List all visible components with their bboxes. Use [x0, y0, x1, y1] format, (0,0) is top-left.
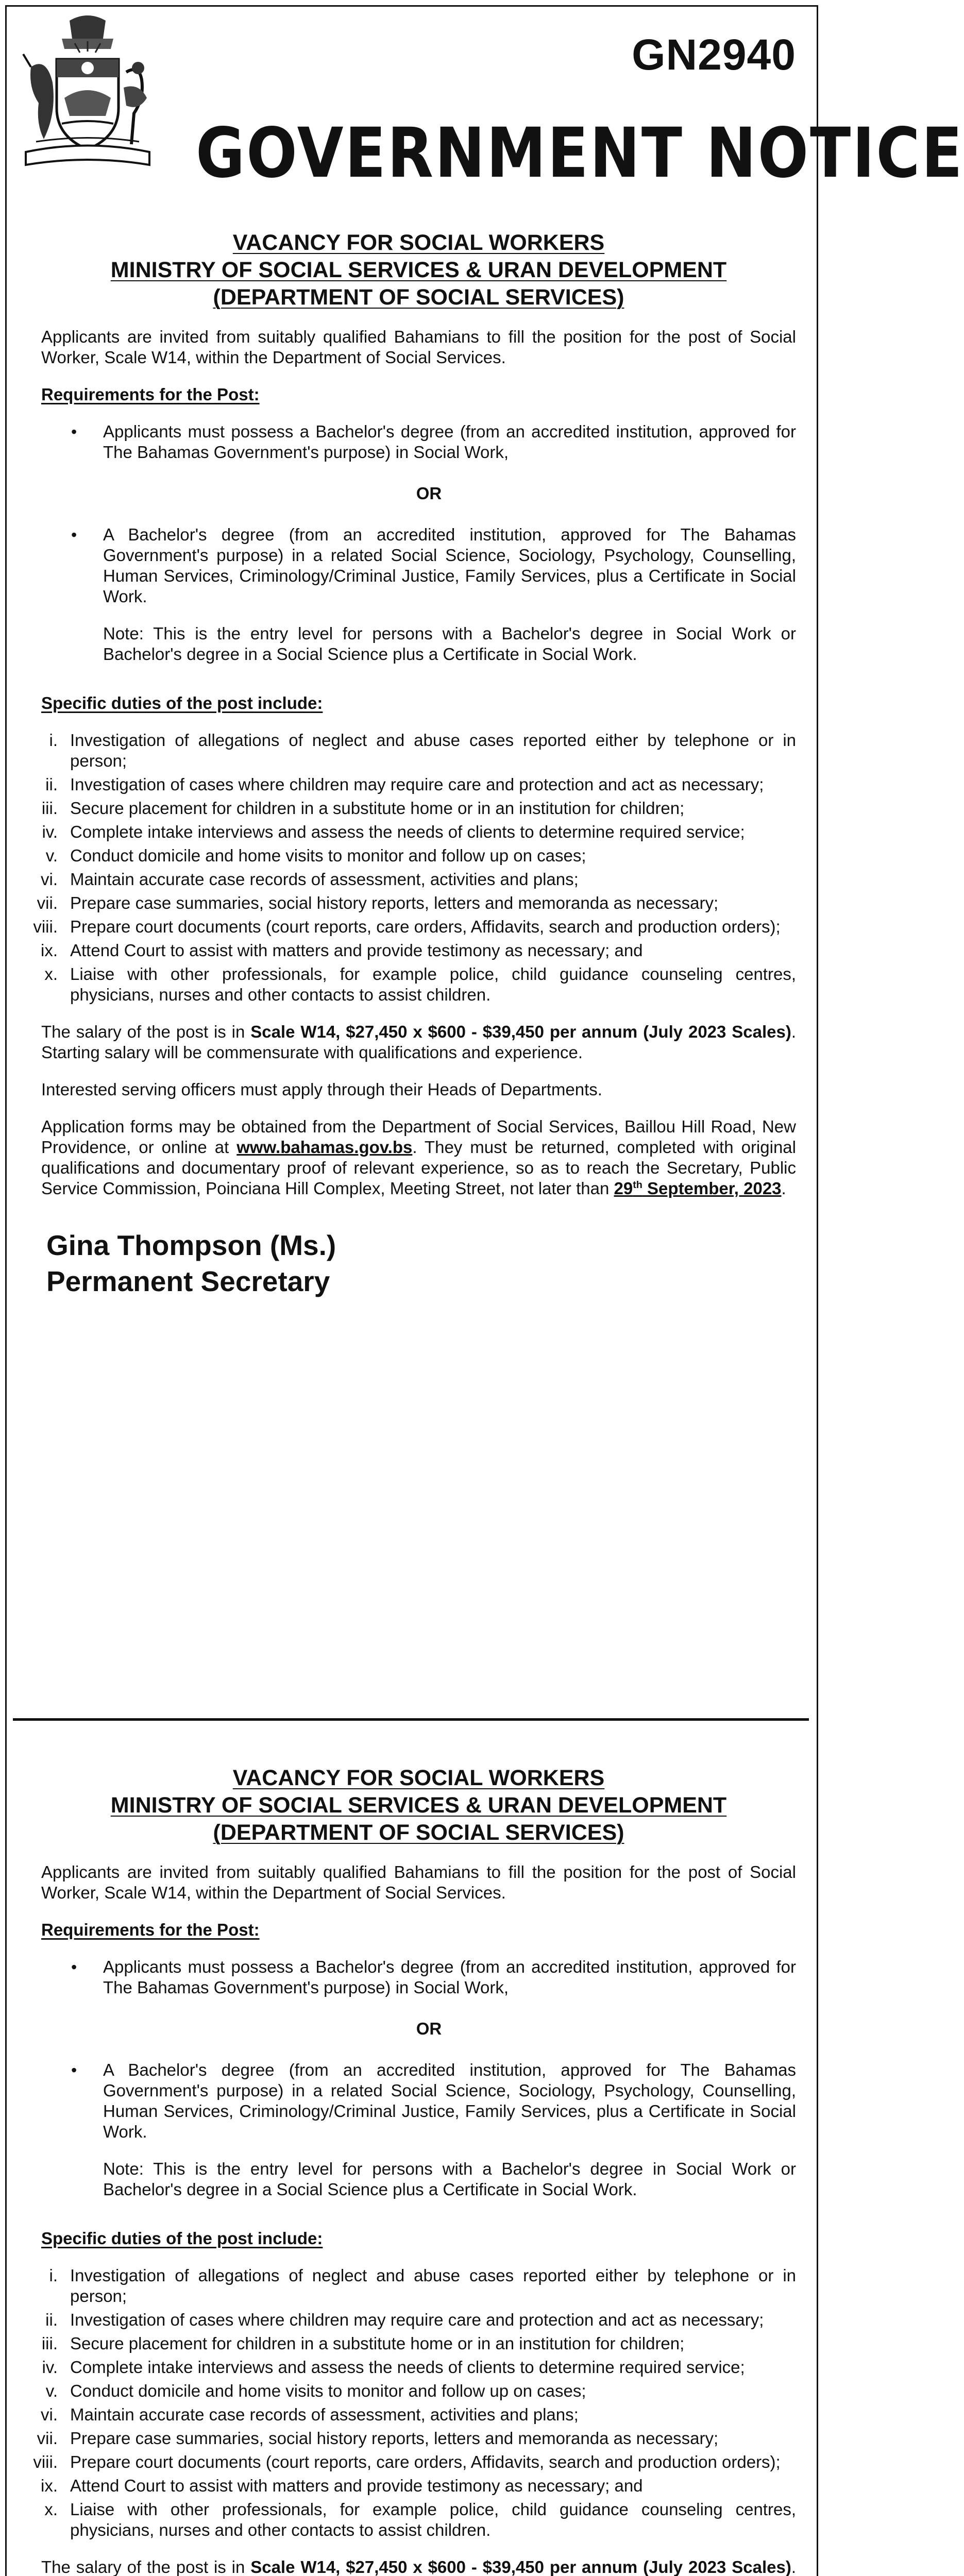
duty-text: Attend Court to assist with matters and provide testimony as necessary; and — [70, 941, 643, 960]
duty-text: Secure placement for children in a substitute home or in an institution for children; — [70, 2334, 685, 2353]
requirement-text: Applicants must possess a Bachelor's degree (from an accredited institution, approved for The Bahamas Government's purpose) in Social Work, — [103, 422, 796, 462]
salary-text: The salary of the post is in — [41, 2557, 251, 2576]
notice-title-line: (DEPARTMENT OF SOCIAL SERVICES) — [213, 285, 624, 310]
signatory-title: Permanent Secretary — [46, 1265, 330, 1297]
vacancy-notice — [33, 1765, 796, 2576]
duty-item — [41, 2310, 796, 2330]
duty-number: x. — [44, 964, 58, 984]
requirements-heading: Requirements for the Post: — [41, 1920, 260, 1939]
serving-officers-paragraph: Interested serving officers must apply through their Heads of Departments. — [41, 1080, 602, 1099]
duty-text: Investigation of cases where children may require care and protection and act as necessary; — [70, 2310, 764, 2329]
duty-number: ix. — [41, 941, 58, 960]
requirements-heading: Requirements for the Post: — [41, 385, 260, 404]
bullet-icon: • — [71, 526, 77, 544]
duty-item — [41, 774, 796, 795]
duties-list — [33, 2265, 796, 2540]
duty-number: v. — [45, 846, 58, 865]
duty-item — [37, 2428, 796, 2449]
notice-title-line: MINISTRY OF SOCIAL SERVICES & URAN DEVELOPMENT — [110, 258, 727, 282]
salary-text: . — [791, 2557, 796, 2576]
duty-text: Investigation of allegations of neglect and abuse cases reported either by telephone or in person; — [70, 2266, 796, 2306]
duty-number: vii. — [37, 893, 58, 912]
bullet-icon: • — [71, 1958, 77, 1976]
duties-heading: Specific duties of the post include: — [41, 693, 323, 713]
duty-item — [33, 2452, 796, 2472]
notice-title — [41, 229, 796, 311]
duty-number: ii. — [45, 775, 58, 794]
duty-text: Complete intake interviews and assess the needs of clients to determine required service; — [70, 822, 745, 841]
duty-text: Conduct domicile and home visits to monitor and follow up on cases; — [70, 2381, 586, 2400]
intro-paragraph: Applicants are invited from suitably qualified Bahamians to fill the position for the post of Social Worker, Scale W14, within the Department of Social Services. — [41, 327, 796, 367]
duty-item — [41, 2357, 796, 2378]
or-separator: OR — [416, 2019, 442, 2038]
notice-header — [21, 10, 964, 194]
duty-item — [41, 730, 796, 771]
duty-number: vi. — [41, 870, 58, 889]
duty-text: Prepare case summaries, social history reports, letters and memoranda as necessary; — [70, 2429, 719, 2448]
or-separator: OR — [416, 484, 442, 503]
bullet-icon: • — [71, 422, 77, 441]
salary-paragraph — [41, 1022, 796, 1063]
duty-item — [41, 2499, 796, 2540]
deadline-day-suffix: th — [633, 1179, 642, 1191]
duty-item — [41, 940, 796, 961]
application-text: Application forms may be obtained from the Department of Social Services, Baillou Hill Road, New Providence, or online at — [41, 1117, 796, 1157]
notice-title-line: MINISTRY OF SOCIAL SERVICES & URAN DEVELOPMENT — [110, 1793, 727, 1818]
duty-text: Prepare case summaries, social history reports, letters and memoranda as necessary; — [70, 893, 719, 912]
duty-item — [41, 869, 796, 890]
duties-list — [33, 730, 796, 1005]
duty-item — [41, 845, 796, 866]
requirement-note: Note: This is the entry level for persons with a Bachelor's degree in Social Work or Bachelor's degree in a Social Science plus a Certificate in Social Work. — [103, 2159, 796, 2199]
duties-heading: Specific duties of the post include: — [41, 2229, 323, 2248]
duty-text: Prepare court documents (court reports, care orders, Affidavits, search and production orders); — [70, 917, 781, 936]
duty-text: Secure placement for children in a substitute home or in an institution for children; — [70, 799, 685, 818]
duty-text: Investigation of cases where children may require care and protection and act as necessary; — [70, 775, 764, 794]
duty-item — [41, 964, 796, 1005]
requirement-item — [41, 1957, 796, 1998]
signature-block — [41, 1227, 796, 1299]
duty-number: iii. — [41, 2334, 58, 2353]
requirement-text: A Bachelor's degree (from an accredited institution, approved for The Bahamas Government's purpose) in a related Social Science, Sociology, Psychology, Counselling, Human Services, Criminology/Criminal Justice, Family Services, plus a Certificate in Social Work. — [103, 525, 796, 606]
duty-number: v. — [45, 2381, 58, 2400]
notice-title-line: (DEPARTMENT OF SOCIAL SERVICES) — [213, 1820, 624, 1845]
duty-text: Maintain accurate case records of assessment, activities and plans; — [70, 2405, 579, 2424]
duty-text: Liaise with other professionals, for example police, child guidance counseling centres, physicians, nurses and other contacts to assist children. — [70, 964, 796, 1004]
duty-text: Attend Court to assist with matters and provide testimony as necessary; and — [70, 2476, 643, 2495]
requirement-note: Note: This is the entry level for persons with a Bachelor's degree in Social Work or Bachelor's degree in a Social Science plus a Certificate in Social Work. — [103, 624, 796, 664]
duty-item — [41, 2404, 796, 2425]
requirement-item — [41, 2060, 796, 2142]
duty-number: viii. — [33, 917, 58, 936]
salary-paragraph — [41, 2557, 796, 2576]
application-text: . — [781, 1179, 786, 1198]
bullet-icon: • — [71, 2061, 77, 2079]
duty-number: ix. — [41, 2476, 58, 2495]
gn-number: GN2940 — [632, 30, 796, 79]
requirement-text: Applicants must possess a Bachelor's degree (from an accredited institution, approved for The Bahamas Government's purpose) in Social Work, — [103, 1957, 796, 1997]
notice-title-line: VACANCY FOR SOCIAL WORKERS — [232, 230, 605, 255]
page-title: GOVERNMENT NOTICE — [196, 113, 964, 194]
application-text: . They must be returned, completed with original qualifications and documentary proof of relevant experience, so as to reach the Secretary, Public Service Commission, Poinciana Hill Complex, Meeting Street, not later than — [41, 1138, 796, 1198]
salary-text: The salary of the post is in — [41, 1022, 251, 1041]
duty-item — [41, 2381, 796, 2401]
duty-text: Investigation of allegations of neglect and abuse cases reported either by telephone or in person; — [70, 731, 796, 770]
deadline-day: 29 — [614, 1179, 633, 1198]
salary-scale: Scale W14, $27,450 x $600 - $39,450 per annum (July 2023 Scales) — [250, 1022, 791, 1041]
duty-number: ii. — [45, 2310, 58, 2329]
deadline-date — [614, 1179, 781, 1198]
duty-item — [37, 893, 796, 913]
signatory-name: Gina Thompson (Ms.) — [46, 1229, 336, 1261]
duty-number: viii. — [33, 2452, 58, 2471]
duty-item — [41, 798, 796, 819]
website-link[interactable]: www.bahamas.gov.bs — [236, 1138, 413, 1157]
notice-title — [41, 1765, 796, 1846]
requirement-text: A Bachelor's degree (from an accredited institution, approved for The Bahamas Government's purpose) in a related Social Science, Sociology, Psychology, Counselling, Human Services, Criminology/Criminal Justice, Family Services, plus a Certificate in Social Work. — [103, 2060, 796, 2141]
duty-text: Liaise with other professionals, for example police, child guidance counseling centres, physicians, nurses and other contacts to assist children. — [70, 2500, 796, 2539]
duty-text: Complete intake interviews and assess the needs of clients to determine required service; — [70, 2358, 745, 2377]
duty-number: i. — [49, 731, 58, 750]
duty-number: iv. — [42, 822, 58, 841]
section-divider — [13, 1718, 809, 1721]
duty-text: Conduct domicile and home visits to monitor and follow up on cases; — [70, 846, 586, 865]
requirement-item — [41, 524, 796, 607]
duty-number: i. — [49, 2266, 58, 2285]
salary-scale: Scale W14, $27,450 x $600 - $39,450 per annum (July 2023 Scales) — [250, 2557, 791, 2576]
coat-of-arms-icon — [21, 10, 155, 170]
duty-number: x. — [44, 2500, 58, 2519]
duty-item — [41, 2333, 796, 2354]
salary-text: . Starting salary will be commensurate with qualifications and experience. — [41, 1022, 796, 1062]
duty-number: iv. — [42, 2358, 58, 2377]
vacancy-notice — [33, 229, 796, 1299]
duty-number: vii. — [37, 2429, 58, 2448]
duty-item — [41, 2265, 796, 2307]
deadline-month-year: September, 2023 — [642, 1179, 782, 1198]
requirement-item — [41, 421, 796, 463]
duty-item — [41, 822, 796, 842]
duty-number: iii. — [41, 799, 58, 818]
notice-title-line: VACANCY FOR SOCIAL WORKERS — [232, 1766, 605, 1790]
application-paragraph — [41, 1116, 796, 1199]
duty-item — [33, 917, 796, 937]
duty-text: Maintain accurate case records of assessment, activities and plans; — [70, 870, 579, 889]
intro-paragraph: Applicants are invited from suitably qualified Bahamians to fill the position for the post of Social Worker, Scale W14, within the Department of Social Services. — [41, 1862, 796, 1902]
duty-number: vi. — [41, 2405, 58, 2424]
duty-text: Prepare court documents (court reports, care orders, Affidavits, search and production orders); — [70, 2452, 781, 2471]
duty-item — [41, 2476, 796, 2496]
